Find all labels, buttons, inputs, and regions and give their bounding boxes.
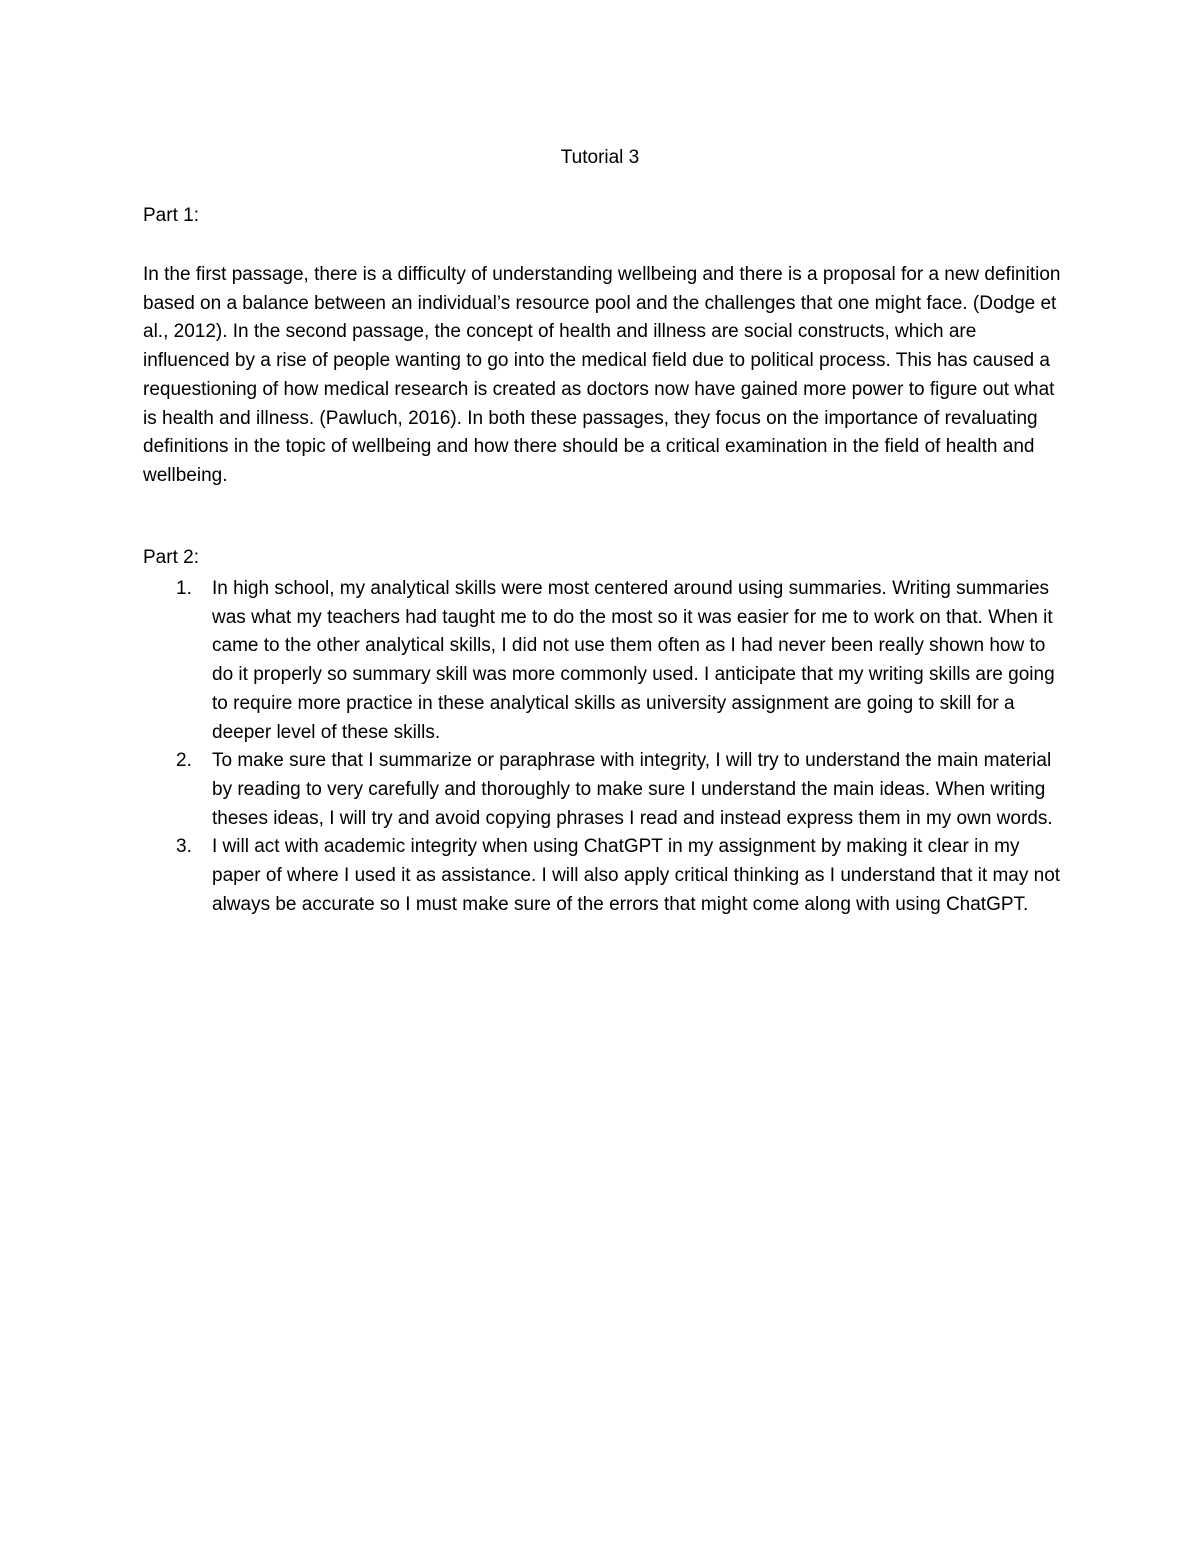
list-item-text: In high school, my analytical skills were most centered around using summaries. Writing summaries was what my teachers had taught me to do the most so it was easier for me to work on that. When it came to the other analytical skills, I did not use them often as I had never been really shown how to do it properly so summary skill was more commonly used. I anticipate that my writing skills are going to require more practice in these analytical skills as university assignment are going to skill for a deeper level of these skills.: [212, 578, 1055, 743]
list-item-text: I will act with academic integrity when using ChatGPT in my assignment by making it clear in my paper of where I used it as assistance. I will also apply critical thinking as I understand that it may not always be accurate so I must make sure of the errors that might come along with using ChatGPT.: [212, 836, 1061, 915]
part1-paragraph: In the first passage, there is a difficulty of understanding wellbeing and there is a proposal for a new definition based on a balance between an individual’s resource pool and the challenges that one might face. (Dodge et al., 2012). In the second passage, the concept of health and illness are social constructs, which are influenced by a rise of people wanting to go into the medical field due to political process. This has caused a requestioning of how medical research is created as doctors now have gained more power to figure out what is health and illness. (Pawluch, 2016). In both these passages, they focus on the importance of revaluating definitions in the topic of wellbeing and how there should be a critical examination in the field of health and wellbeing.: [143, 264, 1061, 486]
part2-list: [143, 575, 1068, 919]
document-title: Tutorial 3: [560, 147, 640, 168]
part2-heading: Part 2:: [143, 547, 199, 568]
list-item: [143, 747, 1068, 833]
list-item-text: To make sure that I summarize or paraphrase with integrity, I will try to understand the main material by reading to very carefully and thoroughly to make sure I understand the main ideas. When writing theses ideas, I will try and avoid copying phrases I read and instead express them in my own words.: [212, 750, 1053, 829]
list-item: [143, 833, 1068, 919]
list-item-number: 2.: [176, 750, 192, 772]
part1-heading: Part 1:: [143, 205, 199, 226]
list-item: [143, 575, 1068, 747]
list-item-number: 1.: [176, 578, 192, 599]
list-item-number: 3.: [176, 836, 192, 858]
